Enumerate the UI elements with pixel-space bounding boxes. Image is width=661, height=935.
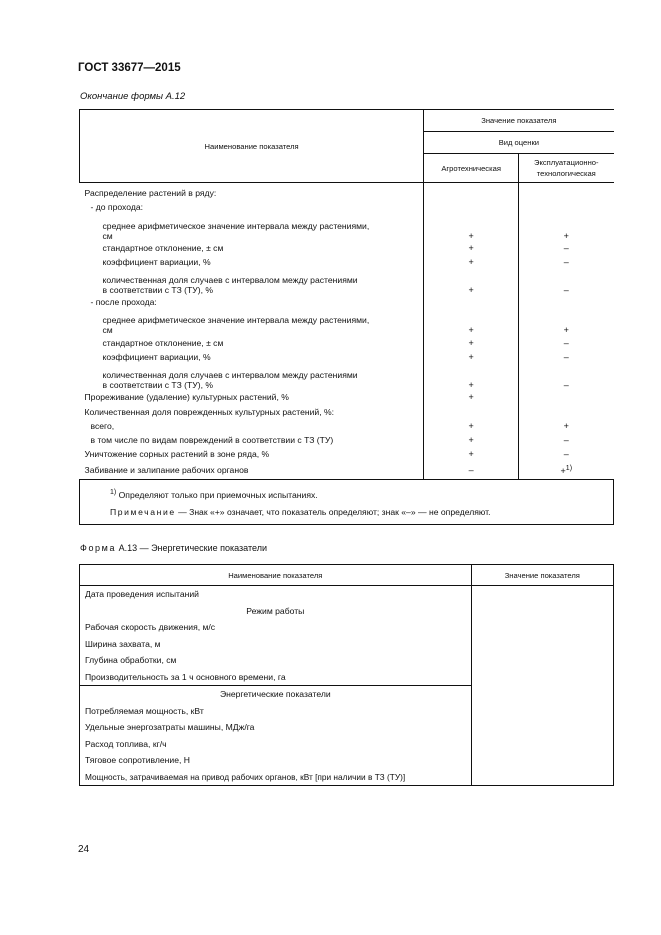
agro-mark: + <box>424 241 519 255</box>
expl-mark: + <box>519 419 614 433</box>
row-label: Глубина обработки, см <box>80 652 472 669</box>
value-cell <box>471 752 613 769</box>
row-label: среднее арифметическое значение интервала между растениями, <box>102 220 370 231</box>
expl-mark: – <box>519 350 614 364</box>
value-cell <box>471 603 613 620</box>
expl-mark: – <box>519 433 614 447</box>
row-label: Мощность, затрачиваемая на привод рабочих органов, кВт [при наличии в ТЗ (ТУ)] <box>80 769 472 786</box>
row-label: стандартное отклонение, ± см <box>102 337 224 348</box>
row-label: всего, <box>90 420 115 431</box>
footnote-text: Определяют только при приемочных испытаниях. <box>118 489 318 500</box>
agro-mark: + <box>424 255 519 269</box>
value-cell <box>471 652 613 669</box>
header-operational-line2: технологическая <box>536 169 596 178</box>
page-number: 24 <box>78 844 90 855</box>
header-indicator-value: Значение показателя <box>471 565 613 586</box>
row-label-cont: в соответствии с ТЗ (ТУ), % <box>102 285 214 296</box>
form-continuation-caption: Окончание формы А.12 <box>80 91 186 102</box>
row-label: Распределение растений в ряду: <box>84 188 217 199</box>
section-heading: Режим работы <box>80 603 472 620</box>
row-label: Ширина захвата, м <box>80 636 472 653</box>
agro-mark: + <box>424 419 519 433</box>
agro-mark: – <box>424 462 519 480</box>
header-indicator-value: Значение показателя <box>424 110 614 132</box>
note-text: — Знак «+» означает, что показатель определяют; знак «–» — не определяют. <box>178 507 491 518</box>
expl-mark <box>519 295 614 309</box>
row-label: Забивание и залипание рабочих органов <box>80 462 424 480</box>
expl-mark <box>519 404 614 418</box>
row-label: Потребляемая мощность, кВт <box>80 703 472 720</box>
agro-mark <box>424 295 519 309</box>
row-label: Тяговое сопротивление, Н <box>80 752 472 769</box>
header-indicator-name: Наименование показателя <box>80 565 472 586</box>
section-heading: Энергетические показатели <box>80 686 472 703</box>
table-footer <box>80 479 614 524</box>
header-indicator-name: Наименование показателя <box>80 110 424 183</box>
form-title-text: А.13 — Энергетические показатели <box>118 543 267 553</box>
row-label: коэффициент вариации, % <box>102 351 211 362</box>
row-label: Количественная доля поврежденных культурных растений, %: <box>84 406 335 417</box>
agro-mark <box>424 200 519 214</box>
row-label: Дата проведения испытаний <box>80 586 472 603</box>
agro-mark: + <box>424 433 519 447</box>
row-label: коэффициент вариации, % <box>102 257 211 268</box>
agro-mark: + <box>424 447 519 461</box>
expl-mark: + <box>519 215 614 241</box>
header-operational-line1: Эксплуатационно- <box>534 158 599 167</box>
row-label: стандартное отклонение, ± см <box>102 242 224 253</box>
expl-mark: + <box>519 309 614 335</box>
expl-mark <box>519 390 614 404</box>
row-label: Удельные энергозатраты машины, МДж/га <box>80 719 472 736</box>
row-label: - после прохода: <box>90 297 157 308</box>
row-label: Рабочая скорость движения, м/с <box>80 619 472 636</box>
note-label: Примечание <box>110 507 176 518</box>
form-a13-table <box>79 564 614 786</box>
footnote-ref: 1) <box>565 464 573 472</box>
expl-mark: – <box>519 447 614 461</box>
form-label: Форма <box>80 543 117 553</box>
expl-mark: – <box>519 335 614 349</box>
agro-mark: + <box>424 215 519 241</box>
row-label: количественная доля случаев с интервалом между растениями <box>102 370 358 381</box>
footnote <box>110 489 613 500</box>
value-cell <box>471 703 613 720</box>
agro-mark <box>424 404 519 418</box>
value-cell <box>471 619 613 636</box>
expl-mark: – <box>519 255 614 269</box>
form-a13-title <box>80 543 267 553</box>
row-label: количественная доля случаев с интервалом между растениями <box>102 275 358 286</box>
row-label: в том числе по видам повреждений в соответствии с ТЗ (ТУ) <box>90 435 334 446</box>
value-cell <box>471 736 613 753</box>
value-cell <box>471 719 613 736</box>
row-label-cont: см <box>102 230 113 241</box>
header-agrotechnical: Агротехническая <box>424 154 519 183</box>
footnote-marker: 1) <box>110 488 117 496</box>
expl-mark: – <box>519 364 614 390</box>
row-label: Уничтожение сорных растений в зоне ряда, % <box>84 449 270 460</box>
header-operational <box>519 154 614 183</box>
expl-mark: – <box>519 269 614 295</box>
agro-mark: + <box>424 335 519 349</box>
agro-mark: + <box>424 390 519 404</box>
expl-mark <box>519 200 614 214</box>
agro-mark: + <box>424 364 519 390</box>
value-cell <box>471 769 613 786</box>
expl-mark <box>519 183 614 201</box>
value-cell <box>471 586 613 603</box>
expl-mark: – <box>519 241 614 255</box>
agro-mark: + <box>424 350 519 364</box>
value-cell <box>471 636 613 653</box>
row-label: Расход топлива, кг/ч <box>80 736 472 753</box>
row-label: Производительность за 1 ч основного времени, га <box>80 669 472 686</box>
row-label: Прореживание (удаление) культурных растений, % <box>84 392 289 403</box>
form-a12-table <box>79 109 614 525</box>
table-note <box>110 507 613 517</box>
document-title: ГОСТ 33677—2015 <box>78 62 181 74</box>
value-cell <box>471 686 613 703</box>
row-label-cont: см <box>102 325 113 336</box>
agro-mark <box>424 183 519 201</box>
row-label-cont: в соответствии с ТЗ (ТУ), % <box>102 380 214 391</box>
value-cell <box>471 669 613 686</box>
row-label: среднее арифметическое значение интервала между растениями, <box>102 315 370 326</box>
row-label: - до прохода: <box>90 202 144 213</box>
expl-mark <box>519 462 614 480</box>
header-assessment-type: Вид оценки <box>424 132 614 154</box>
expl-mark-sign: + <box>560 465 566 476</box>
agro-mark: + <box>424 269 519 295</box>
agro-mark: + <box>424 309 519 335</box>
